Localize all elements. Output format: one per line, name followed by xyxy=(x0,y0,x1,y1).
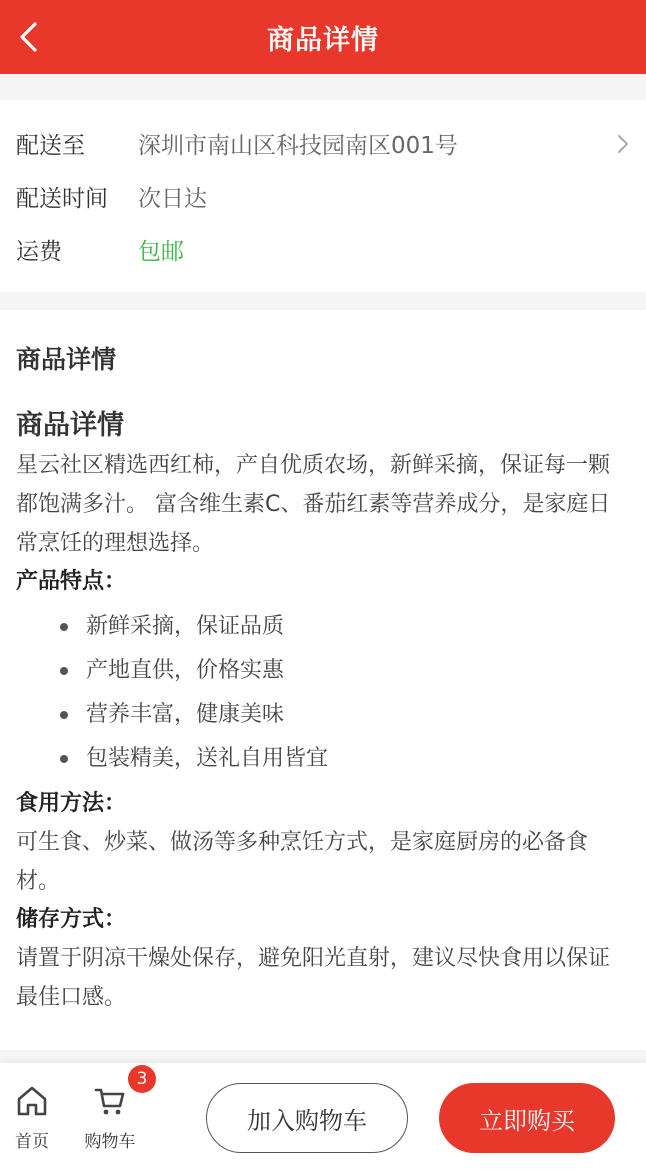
delivery-address-label: 配送至 xyxy=(16,132,85,159)
chevron-right-icon xyxy=(616,133,630,155)
detail-content xyxy=(16,406,616,1017)
buy-now-button[interactable]: 立即购买 xyxy=(439,1083,615,1153)
chevron-left-icon xyxy=(17,21,39,53)
features-list xyxy=(16,605,616,781)
product-detail-section xyxy=(0,310,646,1050)
delivery-address-row[interactable] xyxy=(16,123,630,163)
delivery-time-row xyxy=(16,176,630,216)
feature-item: 产地直供，价格实惠 xyxy=(60,649,616,693)
feature-item: 营养丰富，健康美味 xyxy=(60,693,616,737)
usage-text: 可生食、炒菜、做汤等多种烹饪方式，是家庭厨房的必备食材。 xyxy=(16,830,589,894)
tab-home-label: 首页 xyxy=(15,1132,49,1152)
feature-item: 新鲜采摘，保证品质 xyxy=(60,605,616,649)
delivery-address-value: 深圳市南山区科技园南区001号 xyxy=(138,132,458,159)
storage-title: 储存方式： xyxy=(16,907,127,932)
shipping-fee-value: 包邮 xyxy=(138,238,184,265)
usage-title: 食用方法： xyxy=(16,791,127,816)
page-title: 商品详情 xyxy=(267,24,379,56)
delivery-time-label: 配送时间 xyxy=(16,185,108,212)
tab-cart-label: 购物车 xyxy=(84,1132,136,1152)
delivery-time-value: 次日达 xyxy=(138,185,207,212)
detail-intro: 星云社区精选西红柿，产自优质农场，新鲜采摘，保证每一颗都饱满多汁。 富含维生素C、番茄红素等营养成分，是家庭日常烹饪的理想选择。 xyxy=(16,453,611,556)
shipping-fee-row xyxy=(16,229,630,269)
feature-item: 包装精美，送礼自用皆宜 xyxy=(60,737,616,781)
cart-count-badge: 3 xyxy=(128,1065,156,1093)
back-button[interactable] xyxy=(8,17,48,57)
home-icon xyxy=(15,1084,49,1118)
add-to-cart-button[interactable]: 加入购物车 xyxy=(206,1083,408,1153)
section-title: 商品详情 xyxy=(16,345,117,374)
nav-header xyxy=(0,0,646,74)
features-title: 产品特点： xyxy=(16,569,127,594)
shipping-fee-label: 运费 xyxy=(16,238,62,265)
delivery-card xyxy=(0,100,646,292)
storage-text: 请置于阴凉干燥处保存，避免阳光直射，建议尽快食用以保证最佳口感。 xyxy=(16,946,611,1010)
detail-heading: 商品详情 xyxy=(16,410,124,441)
cart-icon xyxy=(93,1084,127,1118)
tab-home[interactable] xyxy=(2,1083,62,1152)
tab-cart[interactable] xyxy=(80,1083,140,1152)
